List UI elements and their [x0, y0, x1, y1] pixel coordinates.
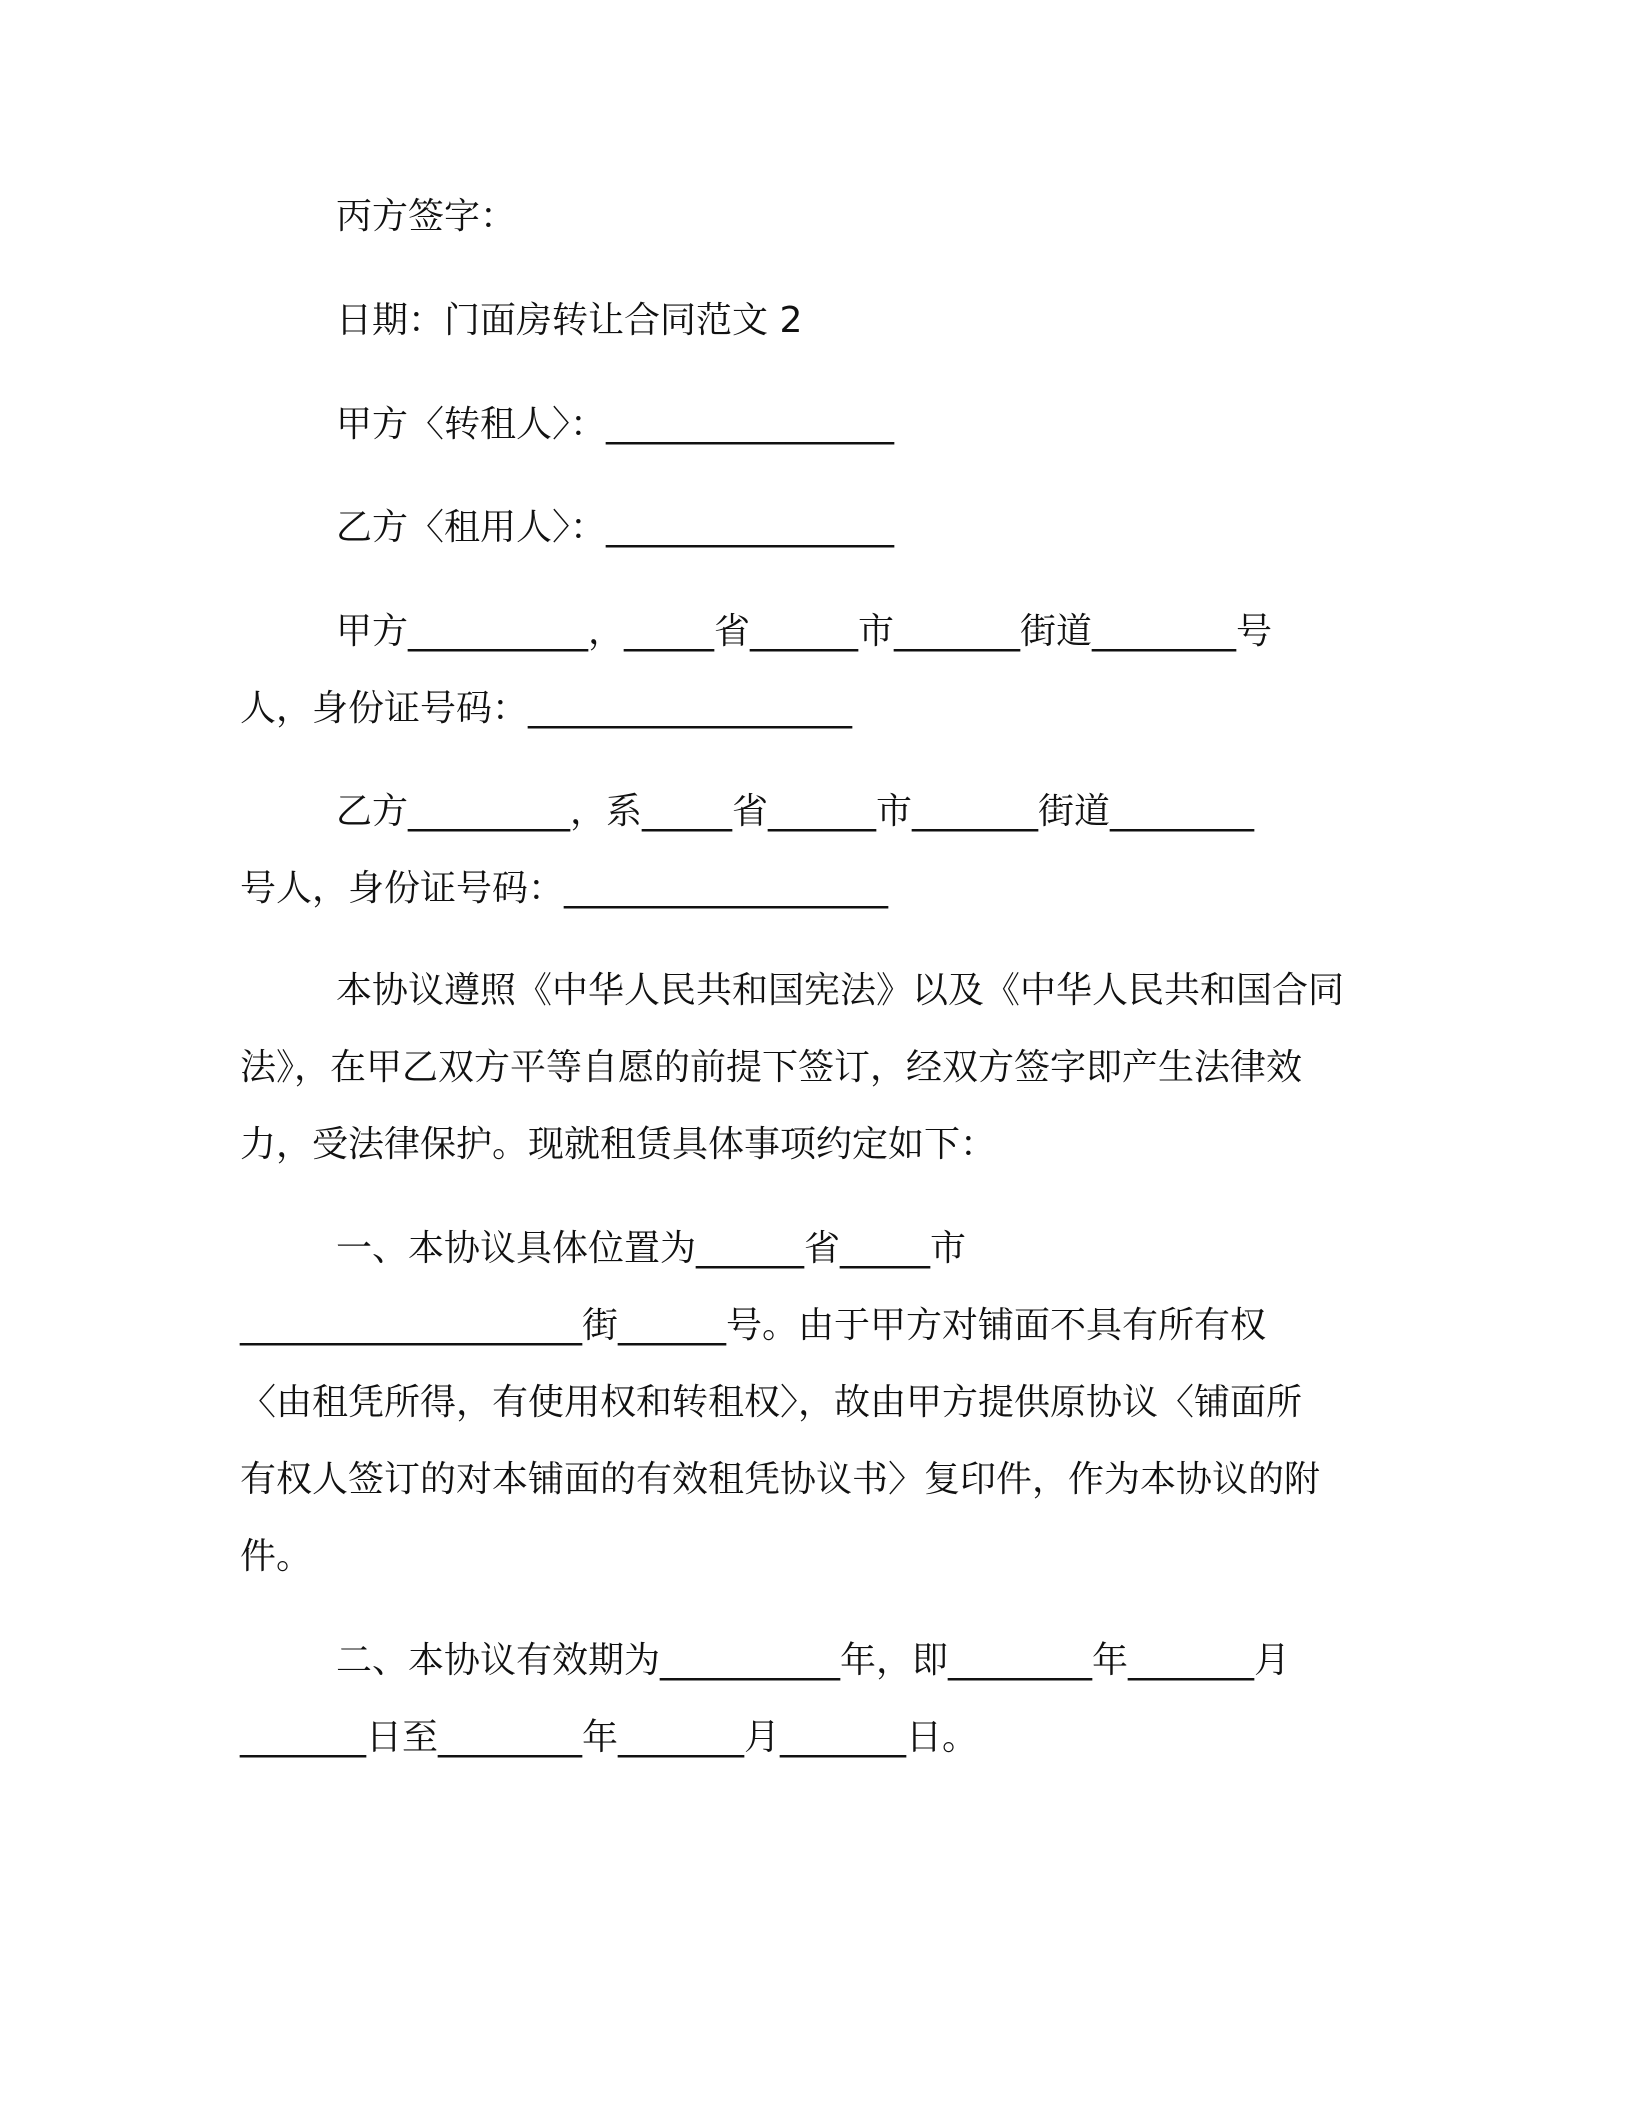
party-b-address — [240, 773, 1390, 927]
party-c-signature-text: 丙方签字： — [336, 196, 517, 237]
agreement-preamble — [240, 952, 1390, 1183]
party-a-address — [240, 593, 1390, 747]
party-b-line — [240, 489, 1390, 566]
party-a-line-text: 甲方〈转租人〉：________________ — [336, 404, 895, 445]
party-b-line-text: 乙方〈租用人〉：________________ — [336, 507, 895, 548]
clause-one-line5: 件。 — [240, 1536, 313, 1577]
clause-one-line4: 有权人签订的对本铺面的有效租凭协议书〉复印件，作为本协议的附 — [240, 1459, 1321, 1500]
party-a-address-line2: 人，身份证号码：__________________ — [240, 688, 853, 729]
clause-two-line1: 二、本协议有效期为__________年，即________年_______月 — [336, 1640, 1291, 1681]
agreement-preamble-line2: 法》，在甲乙双方平等自愿的前提下签订，经双方签字即产生法律效 — [240, 1047, 1303, 1088]
date-and-title — [240, 282, 1390, 359]
party-c-signature — [240, 178, 1390, 255]
agreement-preamble-line3: 力，受法律保护。现就租赁具体事项约定如下： — [240, 1124, 997, 1165]
clause-one-line1: 一、本协议具体位置为______省_____市 — [336, 1228, 967, 1269]
clause-one-line3: 〈由租凭所得，有使用权和转租权〉，故由甲方提供原协议〈铺面所 — [240, 1382, 1303, 1423]
clause-one-line2: ___________________街______号。由于甲方对铺面不具有所有权 — [240, 1305, 1267, 1346]
party-a-line — [240, 386, 1390, 463]
clause-one — [240, 1210, 1390, 1595]
agreement-preamble-line1: 本协议遵照《中华人民共和国宪法》以及《中华人民共和国合同 — [336, 970, 1345, 1011]
clause-two — [240, 1622, 1390, 1776]
party-b-address-line1: 乙方_________，系_____省______市_______街道________ — [336, 791, 1254, 832]
party-a-address-line1: 甲方__________，_____省______市_______街道________号 — [336, 611, 1272, 652]
date-and-title-text: 日期：门面房转让合同范文 2 — [336, 300, 803, 341]
party-b-address-line2: 号人，身份证号码：__________________ — [240, 868, 889, 909]
clause-two-line2: _______日至________年_______月_______日。 — [240, 1717, 978, 1758]
